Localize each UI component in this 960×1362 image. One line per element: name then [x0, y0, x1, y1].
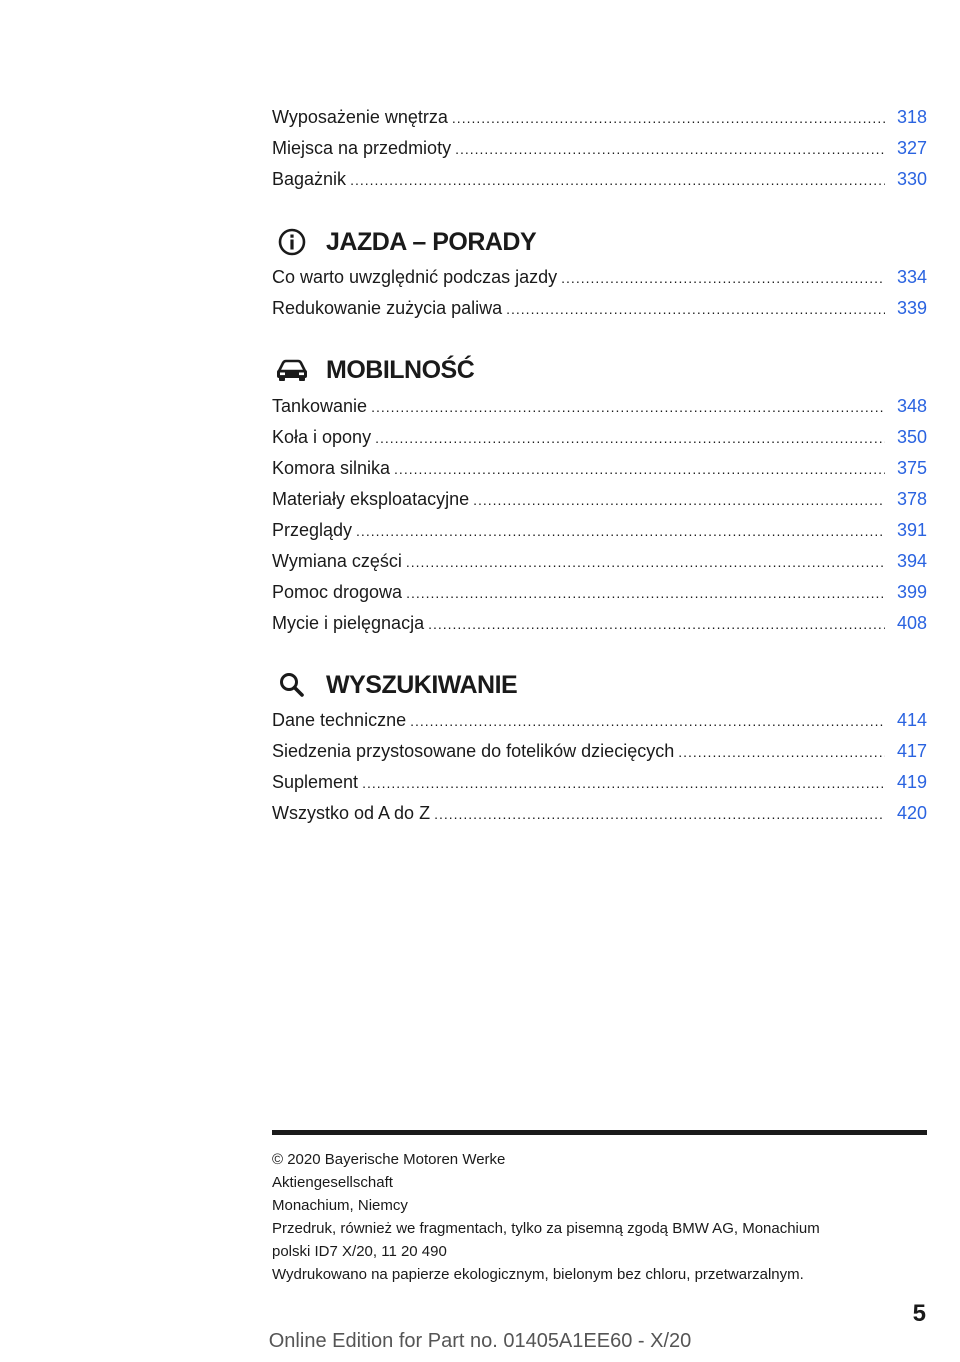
toc-leader-dots — [678, 737, 885, 768]
toc-group-top — [272, 102, 927, 195]
toc-entry-label: Siedzenia przystosowane do fotelików dziecięcych — [272, 741, 675, 761]
toc-entry[interactable] — [272, 133, 927, 164]
toc-entry[interactable] — [272, 422, 927, 453]
toc-entry[interactable] — [272, 798, 927, 829]
toc-leader-dots — [394, 454, 885, 485]
toc-page-link[interactable]: 339 — [896, 298, 927, 318]
toc-leader-dots — [375, 423, 885, 454]
toc-page-link[interactable]: 350 — [896, 427, 927, 447]
section-heading-mobility — [272, 350, 927, 390]
toc-leader-dots — [434, 799, 885, 830]
toc-entry[interactable] — [272, 484, 927, 515]
toc-leader-dots — [473, 485, 885, 516]
toc-entry-label: Miejsca na przedmioty — [272, 138, 452, 158]
toc-leader-dots — [455, 134, 885, 165]
page-number: 5 — [912, 1300, 926, 1327]
toc-entry-label: Mycie i pielęgnacja — [272, 613, 425, 633]
imprint-block — [272, 1148, 927, 1286]
imprint-line: Monachium, Niemcy — [272, 1197, 408, 1214]
toc-entry-label: Bagażnik — [272, 169, 347, 189]
toc-entry-label: Wszystko od A do Z — [272, 803, 431, 823]
toc-page-link[interactable]: 391 — [896, 520, 927, 540]
toc-page-link[interactable]: 334 — [896, 267, 927, 287]
toc-entry-label: Wymiana części — [272, 551, 402, 571]
toc-group-search — [272, 705, 927, 829]
toc-entry[interactable] — [272, 577, 927, 608]
toc-page-link[interactable]: 394 — [896, 551, 927, 571]
toc-page-link[interactable]: 417 — [896, 741, 927, 761]
toc-entry[interactable] — [272, 736, 927, 767]
toc-page-link[interactable]: 348 — [896, 396, 927, 416]
section-title: JAZDA – PORADY — [326, 227, 537, 256]
toc-leader-dots — [406, 547, 885, 578]
footer-watermark: Online Edition for Part no. 01405A1EE60 - X/20 — [268, 1330, 692, 1352]
section-title: WYSZUKIWANIE — [326, 670, 518, 699]
section-heading-driving-tips — [272, 222, 927, 262]
toc-leader-dots — [452, 103, 885, 134]
toc-entry-label: Suplement — [272, 772, 359, 792]
toc-entry[interactable] — [272, 262, 927, 293]
toc-entry[interactable] — [272, 391, 927, 422]
toc-page-link[interactable]: 378 — [896, 489, 927, 509]
imprint-line: polski ID7 X/20, 11 20 490 — [272, 1243, 447, 1260]
toc-entry-label: Tankowanie — [272, 396, 368, 416]
toc-group-driving-tips — [272, 262, 927, 324]
toc-entry[interactable] — [272, 608, 927, 639]
toc-page-link[interactable]: 327 — [896, 138, 927, 158]
toc-entry-label: Komora silnika — [272, 458, 391, 478]
imprint-line: Przedruk, również we fragmentach, tylko za pisemną zgodą BMW AG, Monachium — [272, 1220, 820, 1237]
imprint-divider — [272, 1130, 927, 1135]
toc-entry-label: Koła i opony — [272, 427, 372, 447]
toc-leader-dots — [371, 392, 885, 423]
toc-page-link[interactable]: 419 — [896, 772, 927, 792]
toc-entry[interactable] — [272, 705, 927, 736]
toc-entry[interactable] — [272, 453, 927, 484]
toc-entry-label: Wyposażenie wnętrza — [272, 107, 448, 127]
toc-entry[interactable] — [272, 546, 927, 577]
toc-entry-label: Materiały eksploatacyjne — [272, 489, 470, 509]
toc-leader-dots — [506, 294, 885, 325]
toc-page-link[interactable]: 375 — [896, 458, 927, 478]
toc-entry-label: Przeglądy — [272, 520, 353, 540]
imprint-line: © 2020 Bayerische Motoren Werke — [272, 1151, 506, 1168]
toc-leader-dots — [356, 516, 885, 547]
toc-leader-dots — [350, 165, 885, 196]
search-icon — [272, 665, 312, 705]
toc-page-link[interactable]: 330 — [896, 169, 927, 189]
section-title: MOBILNOŚĆ — [326, 355, 475, 384]
toc-leader-dots — [406, 578, 885, 609]
toc-page-link[interactable]: 318 — [896, 107, 927, 127]
car-icon — [272, 350, 312, 390]
toc-entry[interactable] — [272, 102, 927, 133]
toc-leader-dots — [410, 706, 885, 737]
toc-entry[interactable] — [272, 164, 927, 195]
toc-leader-dots — [362, 768, 885, 799]
toc-page-link[interactable]: 408 — [896, 613, 927, 633]
toc-page-link[interactable]: 420 — [896, 803, 927, 823]
toc-leader-dots — [428, 609, 885, 640]
toc-leader-dots — [561, 263, 885, 294]
toc-page-link[interactable]: 414 — [896, 710, 927, 730]
toc-entry[interactable] — [272, 515, 927, 546]
toc-entry[interactable] — [272, 293, 927, 324]
section-heading-search — [272, 665, 927, 705]
toc-entry-label: Pomoc drogowa — [272, 582, 403, 602]
toc-entry-label: Co warto uwzględnić podczas jazdy — [272, 267, 558, 287]
toc-group-mobility — [272, 391, 927, 639]
imprint-line: Wydrukowano na papierze ekologicznym, bielonym bez chloru, przetwarzalnym. — [272, 1266, 804, 1283]
imprint-line: Aktiengesellschaft — [272, 1174, 393, 1191]
toc-page-link[interactable]: 399 — [896, 582, 927, 602]
toc-entry[interactable] — [272, 767, 927, 798]
toc-entry-label: Dane techniczne — [272, 710, 407, 730]
info-icon — [272, 222, 312, 262]
toc-entry-label: Redukowanie zużycia paliwa — [272, 298, 503, 318]
